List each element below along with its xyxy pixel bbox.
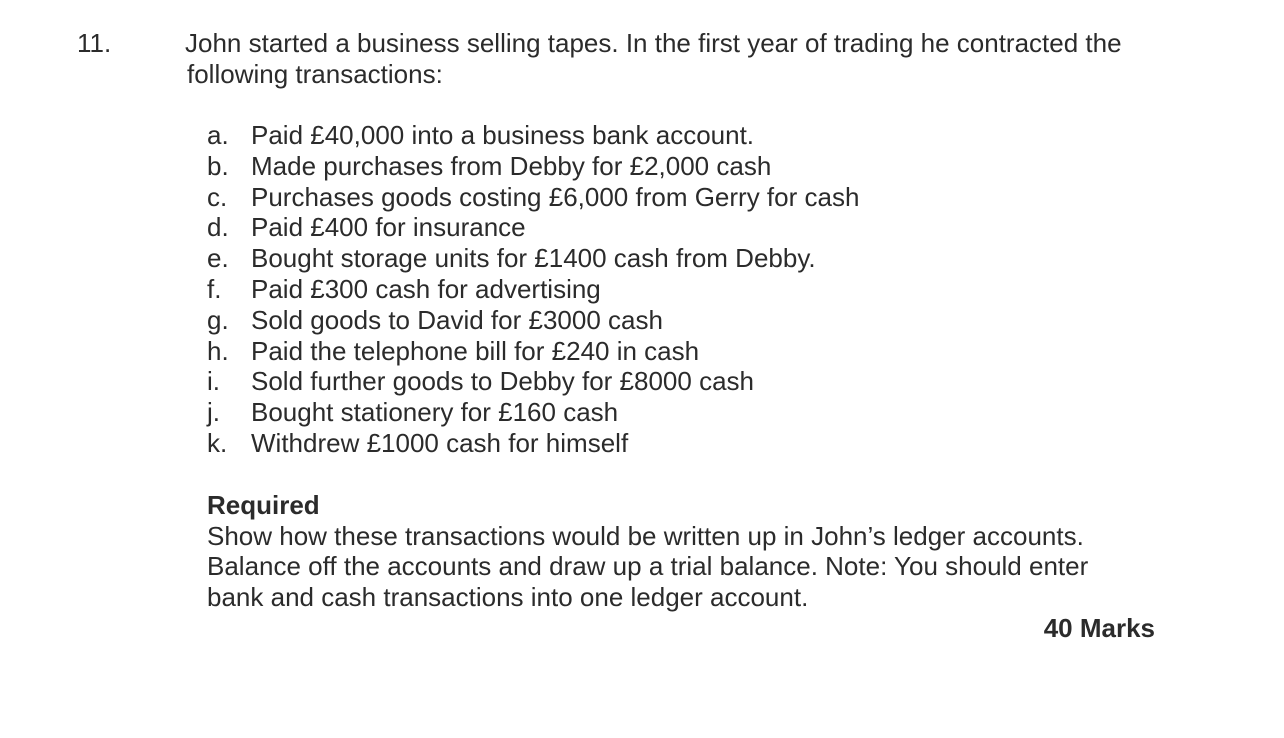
transaction-letter: f.: [207, 273, 222, 304]
question-intro: [185, 28, 1185, 90]
transaction-letter: b.: [207, 150, 229, 181]
transaction-item-a: [207, 120, 859, 151]
required-line-2: Balance off the accounts and draw up a trial balance. Note: You should enter: [207, 551, 1089, 582]
transaction-letter: e.: [207, 243, 229, 274]
transaction-letter: g.: [207, 304, 229, 335]
question-number: 11.: [77, 28, 112, 58]
transaction-item-f: [207, 274, 859, 305]
transaction-letter: h.: [207, 335, 229, 366]
transaction-item-b: [207, 151, 859, 182]
transaction-text: Bought stationery for £160 cash: [251, 397, 619, 428]
transaction-text: Paid £300 cash for advertising: [251, 273, 601, 304]
transaction-letter: d.: [207, 212, 229, 243]
transaction-item-d: [207, 212, 859, 243]
transaction-item-j: [207, 397, 859, 428]
transaction-item-i: [207, 366, 859, 397]
transaction-text: Paid £40,000 into a business bank account.: [251, 120, 755, 150]
transaction-letter: a.: [207, 120, 229, 150]
transaction-text: Bought storage units for £1400 cash from Debby.: [251, 243, 816, 274]
required-line-3: bank and cash transactions into one ledger account.: [207, 581, 809, 612]
intro-line-2: following transactions:: [187, 59, 443, 89]
transaction-text: Sold goods to David for £3000 cash: [251, 304, 663, 335]
required-heading: Required: [207, 490, 320, 520]
transaction-text: Withdrew £1000 cash for himself: [251, 427, 629, 458]
transaction-letter: c.: [207, 181, 228, 212]
transaction-list: [207, 120, 859, 459]
intro-line-1: John started a business selling tapes. In the first year of trading he contracted the: [185, 28, 1122, 58]
transaction-text: Paid the telephone bill for £240 in cash: [251, 335, 700, 366]
required-section: [207, 490, 1167, 612]
transaction-item-g: [207, 305, 859, 336]
transaction-text: Made purchases from Debby for £2,000 cash: [251, 150, 772, 181]
transaction-item-c: [207, 182, 859, 213]
transaction-item-e: [207, 243, 859, 274]
transaction-letter: i.: [207, 366, 220, 397]
required-line-1: Show how these transactions would be written up in John’s ledger accounts.: [207, 520, 1084, 551]
marks-label: 40 Marks: [1043, 613, 1155, 643]
transaction-letter: k.: [207, 427, 228, 458]
transaction-text: Sold further goods to Debby for £8000 cash: [251, 366, 754, 397]
transaction-item-h: [207, 336, 859, 367]
transaction-item-k: [207, 428, 859, 459]
transaction-text: Purchases goods costing £6,000 from Gerry for cash: [251, 181, 860, 212]
transaction-text: Paid £400 for insurance: [251, 212, 526, 243]
transaction-letter: j.: [207, 397, 220, 428]
